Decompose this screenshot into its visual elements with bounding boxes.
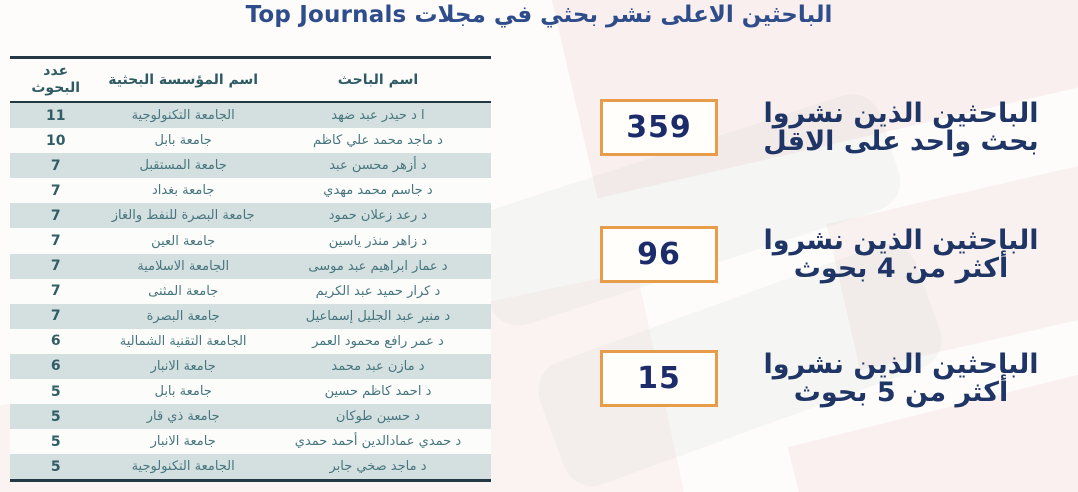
stat-label	[718, 348, 1076, 408]
stat-published-at-least-one	[600, 99, 1076, 156]
stat-published-more-than-4	[600, 226, 1076, 283]
header-research-count-label: عدد البحوث	[31, 62, 81, 96]
researcher-name-cell: د حمدي عمادالدين أحمد حمدي	[294, 434, 462, 450]
researcher-name-cell: د كرار حميد عبد الكريم	[315, 283, 441, 299]
researcher-name-cell: د حسين طوكان	[335, 409, 421, 425]
researcher-name-cell: د عمر رافع محمود العمر	[312, 333, 444, 349]
institution-name-cell: جامعة المثنى	[148, 283, 219, 299]
header-researcher-name: اسم الباحث	[337, 72, 419, 88]
researcher-name-cell: ا د حيدر عبد ضهد	[331, 108, 425, 124]
research-count-cell: 5	[50, 383, 61, 400]
stat-label-line1: الباحثين الذين نشروا	[763, 224, 1039, 256]
table-row	[10, 454, 491, 479]
research-count-cell: 11	[45, 107, 66, 124]
research-count-cell: 10	[45, 132, 66, 149]
header-research-count	[10, 63, 101, 98]
research-count-cell: 7	[50, 308, 61, 325]
institution-name-cell: جامعة العين	[151, 233, 216, 249]
stat-value-box	[600, 350, 718, 407]
stat-label-line1: الباحثين الذين نشروا	[763, 348, 1039, 380]
table-row	[10, 128, 491, 153]
stat-label-line1: الباحثين الذين نشروا	[763, 97, 1039, 129]
stat-label-line2: أكثر من 4 بحوث	[793, 252, 1009, 284]
institution-name-cell: الجامعة التكنولوجية	[131, 108, 235, 124]
researcher-name-cell: د ماجد محمد علي كاظم	[313, 133, 443, 149]
researcher-name-cell: د منير عبد الجليل إسماعيل	[305, 308, 451, 324]
stat-label-line2: أكثر من 5 بحوث	[793, 376, 1009, 408]
institution-name-cell: جامعة البصرة للنفط والغاز	[111, 208, 255, 224]
stat-label	[718, 97, 1076, 157]
stat-label	[718, 224, 1076, 284]
research-count-cell: 7	[50, 233, 61, 250]
researcher-name-cell: د احمد كاظم حسين	[324, 384, 432, 400]
stat-value: 15	[637, 361, 681, 396]
institution-name-cell: الجامعة التكنولوجية	[131, 459, 235, 475]
research-count-cell: 5	[50, 458, 61, 475]
research-count-cell: 7	[50, 283, 61, 300]
research-count-cell: 7	[50, 258, 61, 275]
institution-name-cell: جامعة الانبار	[150, 358, 216, 374]
table-row	[10, 279, 491, 304]
research-count-cell: 7	[50, 182, 61, 199]
institution-name-cell: جامعة ذي قار	[146, 409, 220, 425]
institution-name-cell: جامعة بابل	[154, 384, 212, 400]
institution-name-cell: الجامعة التقنية الشمالية	[119, 333, 247, 349]
table-row	[10, 178, 491, 203]
researcher-name-cell: د زاهر منذر ياسين	[328, 233, 428, 249]
research-count-cell: 5	[50, 433, 61, 450]
stat-value: 359	[626, 110, 692, 145]
stat-label-line2: بحث واحد على الاقل	[763, 125, 1039, 157]
institution-name-cell: جامعة بابل	[154, 133, 212, 149]
page-title: الباحثين الاعلى نشر بحثي في مجلات Top Journals	[245, 2, 833, 28]
research-count-cell: 6	[50, 333, 61, 350]
research-count-cell: 6	[50, 358, 61, 375]
table-row	[10, 254, 491, 279]
table-row	[10, 404, 491, 429]
table-row	[10, 379, 491, 404]
researcher-name-cell: د عمار ابراهيم عبد موسى	[308, 258, 448, 274]
institution-name-cell: جامعة الانبار	[150, 434, 216, 450]
researcher-name-cell: د جاسم محمد مهدي	[323, 183, 433, 199]
table-row	[10, 103, 491, 128]
table-row	[10, 203, 491, 228]
institution-name-cell: الجامعة الاسلامية	[137, 258, 230, 274]
institution-name-cell: جامعة بغداد	[151, 183, 215, 199]
researcher-name-cell: د ماجد صخي جابر	[329, 459, 427, 475]
research-count-cell: 5	[50, 408, 61, 425]
table-row	[10, 153, 491, 178]
table-row	[10, 304, 491, 329]
institution-name-cell: جامعة البصرة	[146, 308, 220, 324]
table-row	[10, 228, 491, 253]
researcher-name-cell: د رعد زعلان حمود	[328, 208, 428, 224]
stat-value-box	[600, 99, 718, 156]
stat-value-box	[600, 226, 718, 283]
table-header-row	[10, 59, 491, 103]
table-body	[10, 103, 491, 479]
research-count-cell: 7	[50, 157, 61, 174]
table-row	[10, 329, 491, 354]
stat-published-more-than-5	[600, 350, 1076, 407]
table-row	[10, 354, 491, 379]
table-row	[10, 429, 491, 454]
stat-value: 96	[637, 237, 681, 272]
researchers-table	[10, 56, 491, 482]
research-count-cell: 7	[50, 207, 61, 224]
header-institution-name: اسم المؤسسة البحثية	[108, 72, 259, 88]
researcher-name-cell: د أزهر محسن عبد	[329, 158, 427, 174]
researcher-name-cell: د مازن عبد محمد	[331, 358, 425, 374]
institution-name-cell: جامعة المستقبل	[139, 158, 227, 174]
